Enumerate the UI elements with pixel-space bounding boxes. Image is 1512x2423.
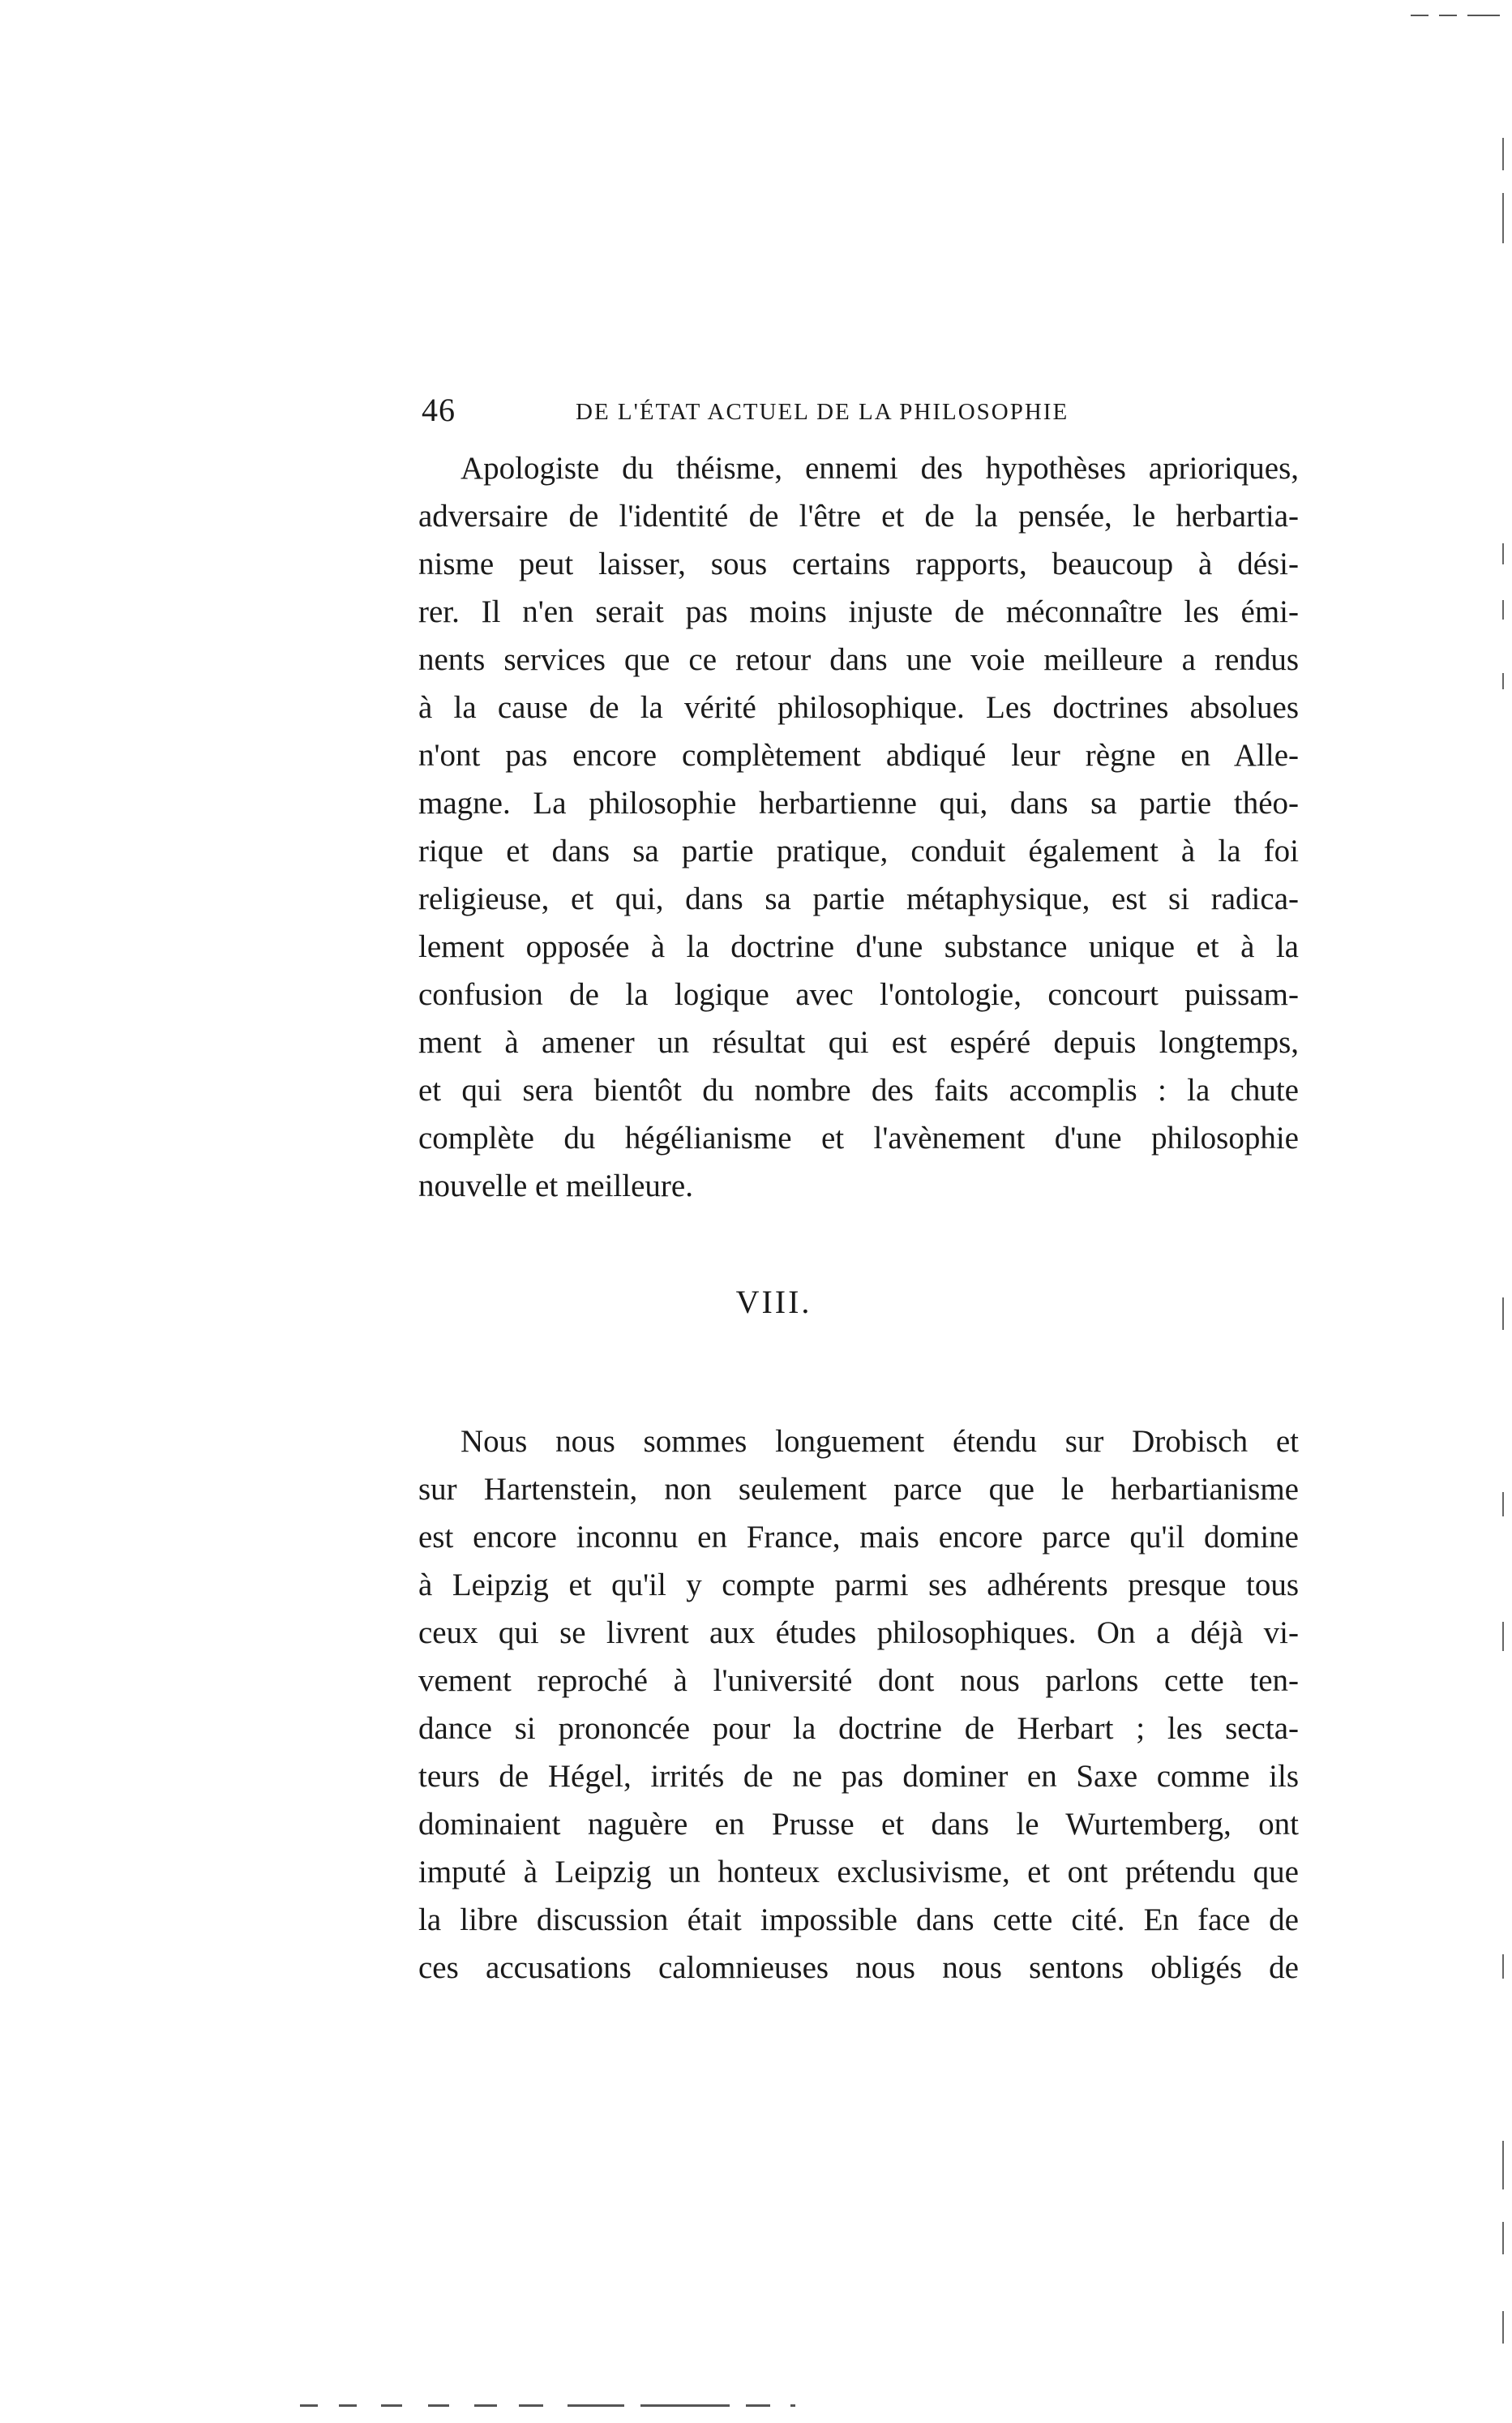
scan-bottom-dash xyxy=(568,2404,624,2407)
text-line: nouvelle et meilleure. xyxy=(418,1169,693,1203)
scan-bottom-dash xyxy=(640,2404,730,2407)
scan-bottom-dash xyxy=(474,2404,497,2407)
scan-edge-mark xyxy=(1502,2311,1504,2344)
text-line: rer. Il n'en serait pas moins injuste de méconnaître les émi- xyxy=(418,594,1299,629)
text-line: sur Hartenstein, non seulement parce que le herbartianisme xyxy=(418,1472,1299,1507)
scan-edge-mark xyxy=(1502,219,1504,243)
running-head xyxy=(422,391,1330,431)
scan-bottom-dash xyxy=(428,2404,449,2407)
text-line: ces accusations calomnieuses nous nous sentons obligés de xyxy=(418,1950,1299,1985)
text-line: ceux qui se livrent aux études philosophiques. On a déjà vi- xyxy=(418,1615,1299,1650)
scan-edge-mark xyxy=(1502,673,1504,689)
text-line: n'ont pas encore complètement abdiqué leur règne en Alle- xyxy=(418,738,1299,773)
text-line: imputé à Leipzig un honteux exclusivisme, et ont prétendu que xyxy=(418,1855,1299,1889)
scan-bottom-dash xyxy=(300,2404,318,2407)
text-line: vement reproché à l'université dont nous parlons cette ten- xyxy=(418,1663,1299,1698)
text-line: à Leipzig et qu'il y compte parmi ses adhérents presque tous xyxy=(418,1567,1299,1602)
text-line: lement opposée à la doctrine d'une substance unique et à la xyxy=(418,929,1299,964)
paragraph-2 xyxy=(418,1417,1299,1992)
text-line: nisme peut laisser, sous certains rapports, beaucoup à dési- xyxy=(418,547,1299,581)
scan-bottom-dash xyxy=(746,2404,770,2407)
scan-edge-mark xyxy=(1502,600,1504,620)
scan-edge-mark xyxy=(1502,1622,1504,1651)
text-line: nents services que ce retour dans une voie meilleure a rendus xyxy=(418,642,1299,677)
scan-top-dash xyxy=(1439,15,1457,16)
text-line: teurs de Hégel, irrités de ne pas dominer en Saxe comme ils xyxy=(418,1759,1299,1794)
scan-edge-mark xyxy=(1502,1492,1504,1516)
text-line: dance si prononcée pour la doctrine de Herbart ; les secta- xyxy=(418,1711,1299,1746)
scan-edge-mark xyxy=(1502,1954,1504,1979)
paragraph-1 xyxy=(418,444,1299,1210)
scan-edge-mark xyxy=(1502,543,1504,564)
scan-bottom-dash xyxy=(790,2404,795,2407)
running-head-title: DE L'ÉTAT ACTUEL DE LA PHILOSOPHIE xyxy=(576,399,1069,425)
scan-top-dash xyxy=(1411,15,1428,16)
text-line: la libre discussion était impossible dans cette cité. En face de xyxy=(418,1902,1299,1937)
scan-edge-mark xyxy=(1502,138,1504,170)
text-line: religieuse, et qui, dans sa partie métaphysique, est si radica- xyxy=(418,881,1299,916)
scan-top-dash xyxy=(1467,15,1500,16)
text-line: complète du hégélianisme et l'avènement d'une philosophie xyxy=(418,1121,1299,1156)
scan-edge-mark xyxy=(1502,2141,1504,2189)
scan-edge-mark xyxy=(1502,2222,1504,2254)
page-number: 46 xyxy=(422,392,456,428)
text-line: ment à amener un résultat qui est espéré depuis longtemps, xyxy=(418,1025,1299,1060)
text-line: magne. La philosophie herbartienne qui, dans sa partie théo- xyxy=(418,786,1299,821)
text-line: est encore inconnu en France, mais encore parce qu'il domine xyxy=(418,1520,1299,1555)
text-line: et qui sera bientôt du nombre des faits accomplis : la chute xyxy=(418,1073,1299,1108)
section-heading: VIII. xyxy=(735,1284,812,1320)
text-line: rique et dans sa partie pratique, conduit également à la foi xyxy=(418,834,1299,868)
text-line: adversaire de l'identité de l'être et de la pensée, le herbartia- xyxy=(418,499,1299,534)
scan-bottom-dash xyxy=(381,2404,402,2407)
scan-bottom-dash xyxy=(339,2404,357,2407)
text-line: dominaient naguère en Prusse et dans le Wurtemberg, ont xyxy=(418,1807,1299,1842)
text-line: confusion de la logique avec l'ontologie, concourt puissam- xyxy=(418,977,1299,1012)
text-line: Apologiste du théisme, ennemi des hypothèses aprioriques, xyxy=(460,451,1299,486)
scan-bottom-dash xyxy=(519,2404,543,2407)
text-line: Nous nous sommes longuement étendu sur Drobisch et xyxy=(460,1424,1299,1459)
scan-edge-mark xyxy=(1502,1297,1504,1330)
text-line: à la cause de la vérité philosophique. Les doctrines absolues xyxy=(418,690,1299,725)
